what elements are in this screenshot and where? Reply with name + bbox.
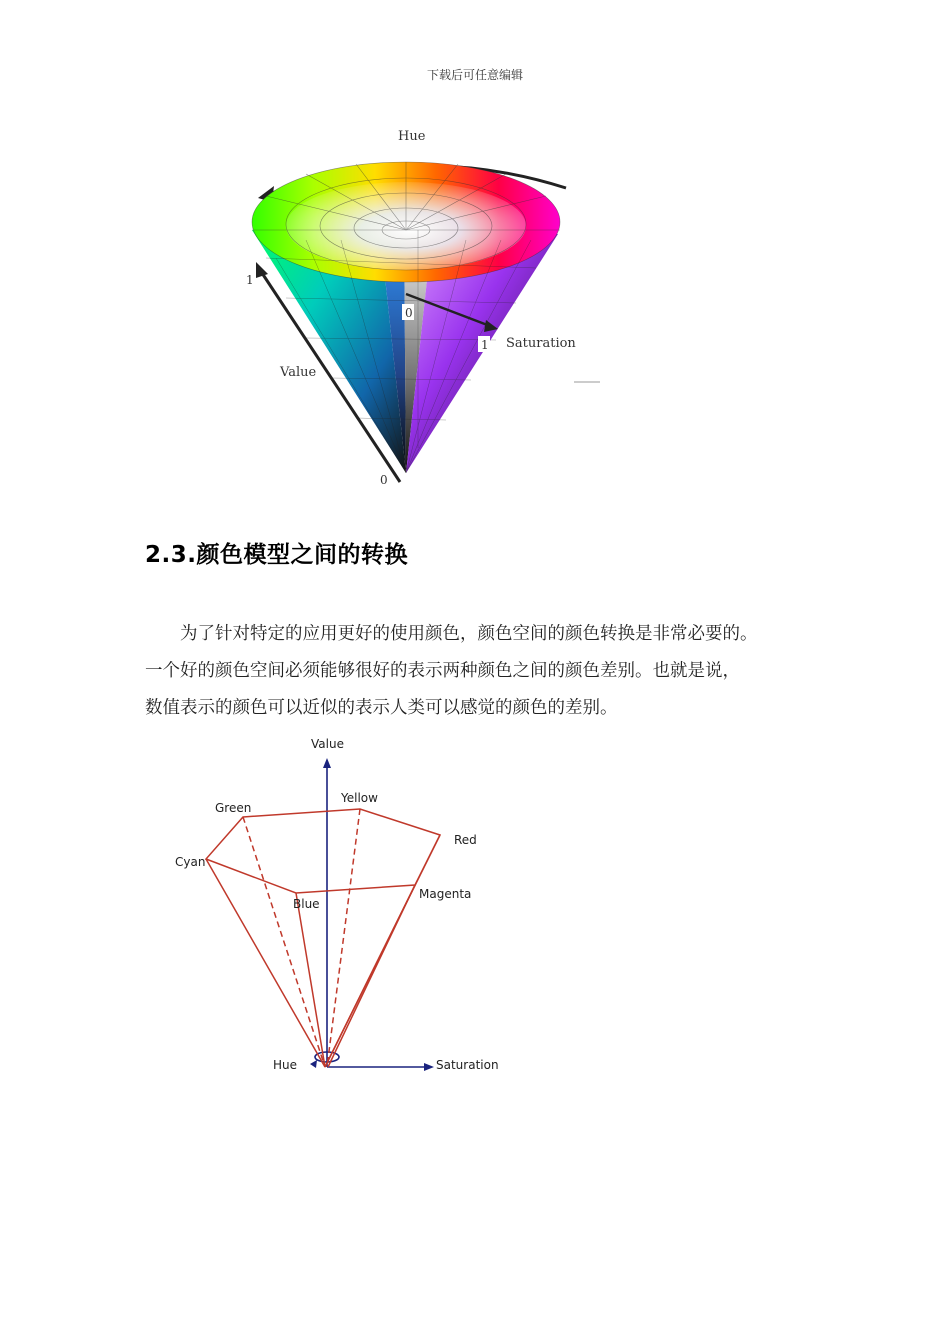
section-heading: 2.3.颜色模型之间的转换 <box>145 542 408 568</box>
green-label: Green <box>215 801 252 815</box>
hexcone-figure <box>170 732 510 1082</box>
hsv-cone-figure <box>236 118 606 496</box>
value-bottom-tick: 0 <box>380 473 388 487</box>
magenta-label: Magenta <box>419 887 472 901</box>
paragraph-line: 数值表示的颜色可以近似的表示人类可以感觉的颜色的差别。 <box>145 698 618 718</box>
hue-label: Hue <box>398 129 426 144</box>
hexcone-edges <box>206 809 440 1067</box>
saturation-axis-label: Saturation <box>436 1058 499 1072</box>
blue-label: Blue <box>293 897 320 911</box>
paragraph-line: 为了针对特定的应用更好的使用颜色，颜色空间的颜色转换是非常必要的。 <box>180 624 758 644</box>
red-label: Red <box>454 833 477 847</box>
yellow-label: Yellow <box>341 791 378 805</box>
cyan-label: Cyan <box>175 855 206 869</box>
value-axis-label: Value <box>311 737 344 751</box>
value-axis-arrowhead <box>323 758 331 768</box>
saturation-label: Saturation <box>506 336 576 351</box>
saturation-axis-arrowhead <box>424 1063 434 1071</box>
saturation-end-tick: 1 <box>481 338 489 352</box>
hue-label: Hue <box>273 1058 298 1072</box>
value-label: Value <box>280 365 317 380</box>
page-header: 下载后可任意编辑 <box>426 68 523 82</box>
body-paragraph <box>145 616 845 727</box>
paragraph-line: 一个好的颜色空间必须能够很好的表示两种颜色之间的颜色差别。也就是说， <box>145 661 740 681</box>
hue-rotation-arrowhead <box>310 1060 317 1068</box>
saturation-start-tick: 0 <box>405 306 413 320</box>
value-arrowhead <box>256 262 268 278</box>
value-top-tick: 1 <box>246 273 254 287</box>
hexagon-top <box>206 809 440 893</box>
